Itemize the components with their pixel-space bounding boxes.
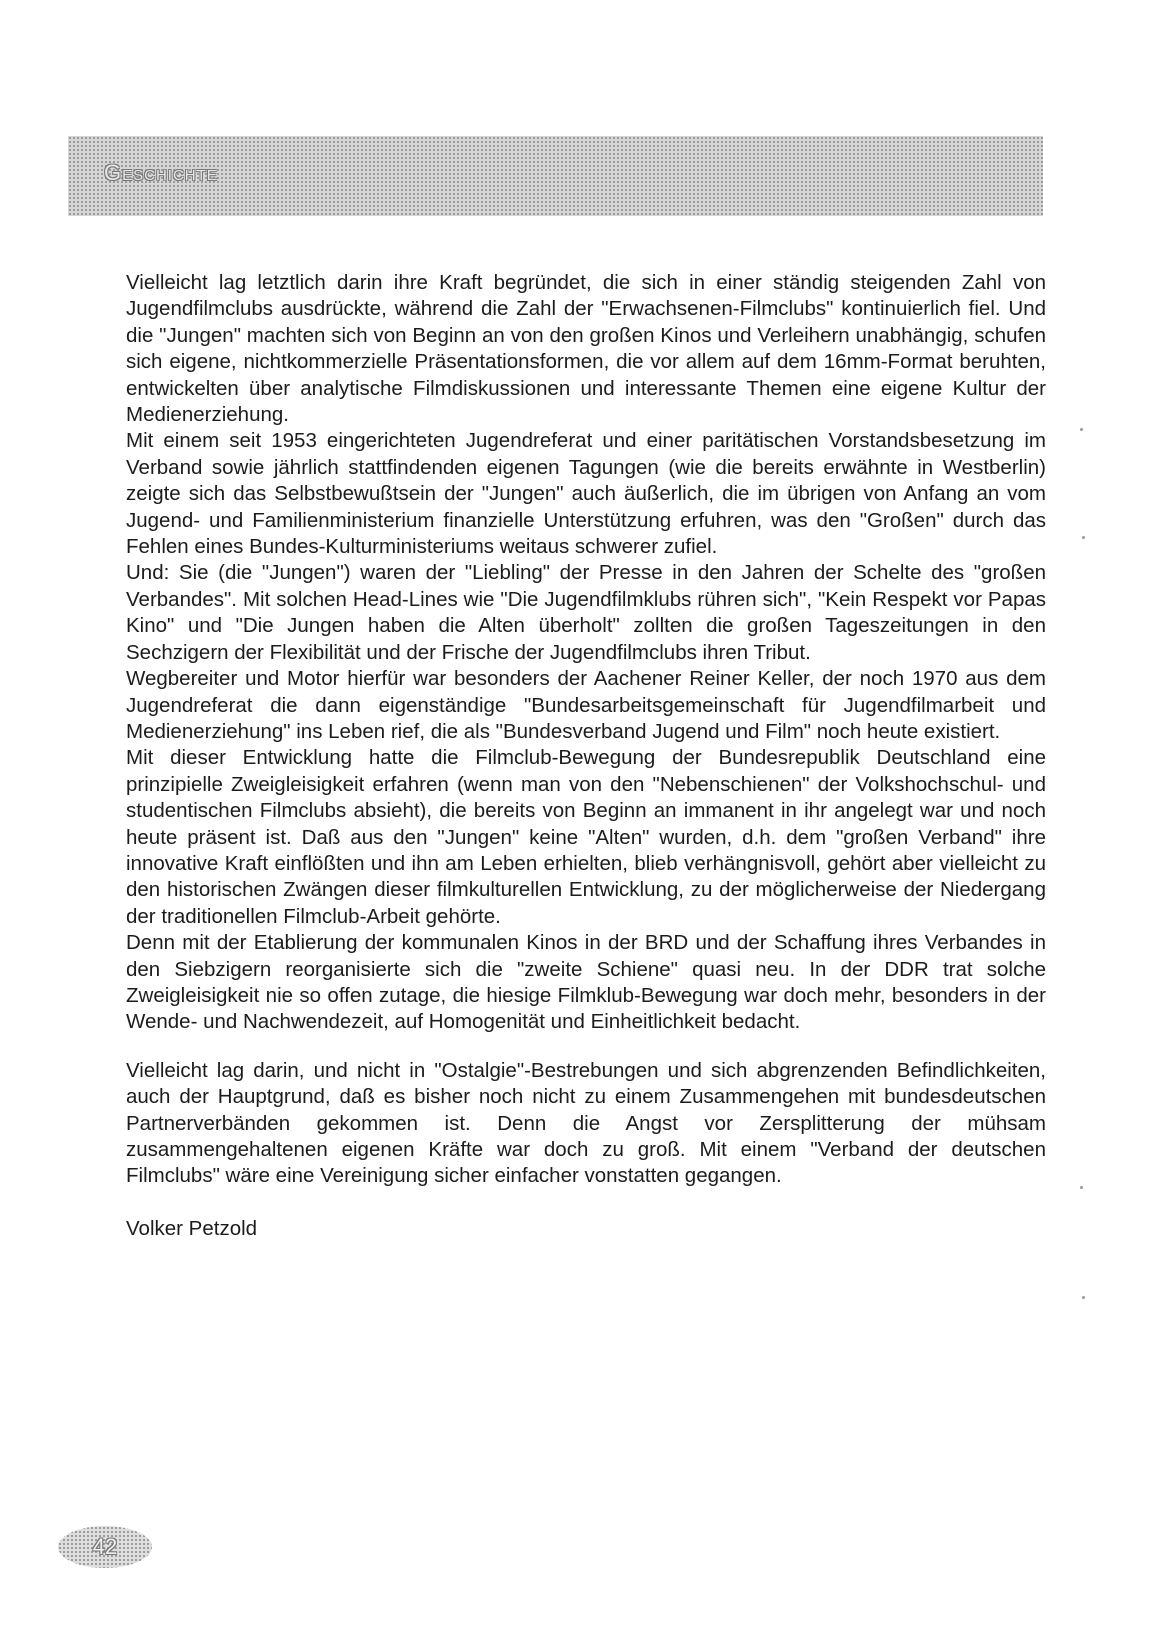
section-title: Geschichte [104, 160, 218, 185]
author-signature: Volker Petzold [126, 1216, 258, 1240]
scan-speck [1082, 1296, 1085, 1299]
scan-speck [1080, 1186, 1083, 1189]
paragraph: Und: Sie (die "Jungen") waren der "Liebling" der Presse in den Jahren der Schelte des "großen Verbandes". Mit solchen Head-Lines wie "Die Jugendfilmklubs rühren sich", "Kein Respekt vor Papas Kino" und "Die Jungen haben die Alten überholt" zollten die großen Tageszeitungen in den Sechzigern der Flexibilität und der Frische der Jugendfilmclubs ihren Tribut. [126, 561, 1046, 664]
paragraph: Mit dieser Entwicklung hatte die Filmclub-Bewegung der Bundesrepublik Deutschland eine prinzipielle Zweigleisigkeit erfahren (wenn man von den "Nebenschienen" der Volkshochschul- und studentischen Filmclubs absieht), die bereits von Beginn an immanent in ihr angelegt war und noch heute präsent ist. Daß aus den "Jungen" keine "Alten" wurden, d.h. dem "großen Verband" ihre innovative Kraft einflößten und ihn am Leben erhielten, blieb verhängnisvoll, gehört aber vielleicht zu den historischen Zwängen dieser filmkulturellen Entwicklung, zu der möglicherweise der Niedergang der traditionellen Filmclub-Arbeit gehörte. [126, 746, 1046, 928]
section-header-band [68, 136, 1043, 216]
paragraph: Vielleicht lag letztlich darin ihre Kraft begründet, die sich in einer ständig steigenden Zahl von Jugendfilmclubs ausdrückte, während die Zahl der "Erwachsenen-Filmclubs" kontinuierlich fiel. Und die "Jungen" machten sich von Beginn an von den großen Kinos und Verleihern unabhängig, schufen sich eigene, nichtkommerzielle Präsentationsformen, die vor allem auf dem 16mm-Format beruhten, entwickelten über analytische Filmdiskussionen und interessante Themen eine eigene Kultur der Medienerziehung. [126, 271, 1046, 427]
page-number: 42 [92, 1534, 118, 1559]
article-body [126, 270, 1046, 1242]
paragraph: Vielleicht lag darin, und nicht in "Ostalgie"-Bestrebungen und sich abgrenzenden Befindlichkeiten, auch der Hauptgrund, daß es bisher noch nicht zu einem Zusammengehen mit bundesdeutschen Partnerverbänden gekommen ist. Denn die Angst vor Zersplitterung der mühsam zusammengehaltenen eigenen Kräfte war doch zu groß. Mit einem "Verband der deutschen Filmclubs" wäre eine Vereinigung sicher einfacher vonstatten gegangen. [126, 1058, 1046, 1188]
paragraph: Mit einem seit 1953 eingerichteten Jugendreferat und einer paritätischen Vorstandsbesetzung im Verband sowie jährlich stattfindenden eigenen Tagungen (wie die bereits erwähnte in Westberlin) zeigte sich das Selbstbewußtsein der "Jungen" auch äußerlich, die im übrigen von Anfang an vom Jugend- und Familienministerium finanzielle Unterstützung erfuhren, was den "Großen" durch das Fehlen eines Bundes-Kulturministeriums weitaus schwerer zufiel. [126, 429, 1046, 559]
scan-speck [1080, 428, 1083, 431]
paragraph: Denn mit der Etablierung der kommunalen Kinos in der BRD und der Schaffung ihres Verbandes in den Siebzigern reorganisierte sich die "zweite Schiene" quasi neu. In der DDR trat solche Zweigleisigkeit nie so offen zutage, die hiesige Filmklub-Bewegung war doch mehr, besonders in der Wende- und Nachwendezeit, auf Homogenität und Einheitlichkeit bedacht. [126, 931, 1046, 1034]
paragraph: Wegbereiter und Motor hierfür war besonders der Aachener Reiner Keller, der noch 1970 aus dem Jugendreferat die dann eigenständige "Bundesarbeitsgemeinschaft für Jugendfilmarbeit und Medienerziehung" ins Leben rief, die als "Bundesverband Jugend und Film" noch heute existiert. [126, 667, 1046, 743]
scan-speck [1082, 536, 1085, 539]
page-number-badge [58, 1526, 152, 1568]
